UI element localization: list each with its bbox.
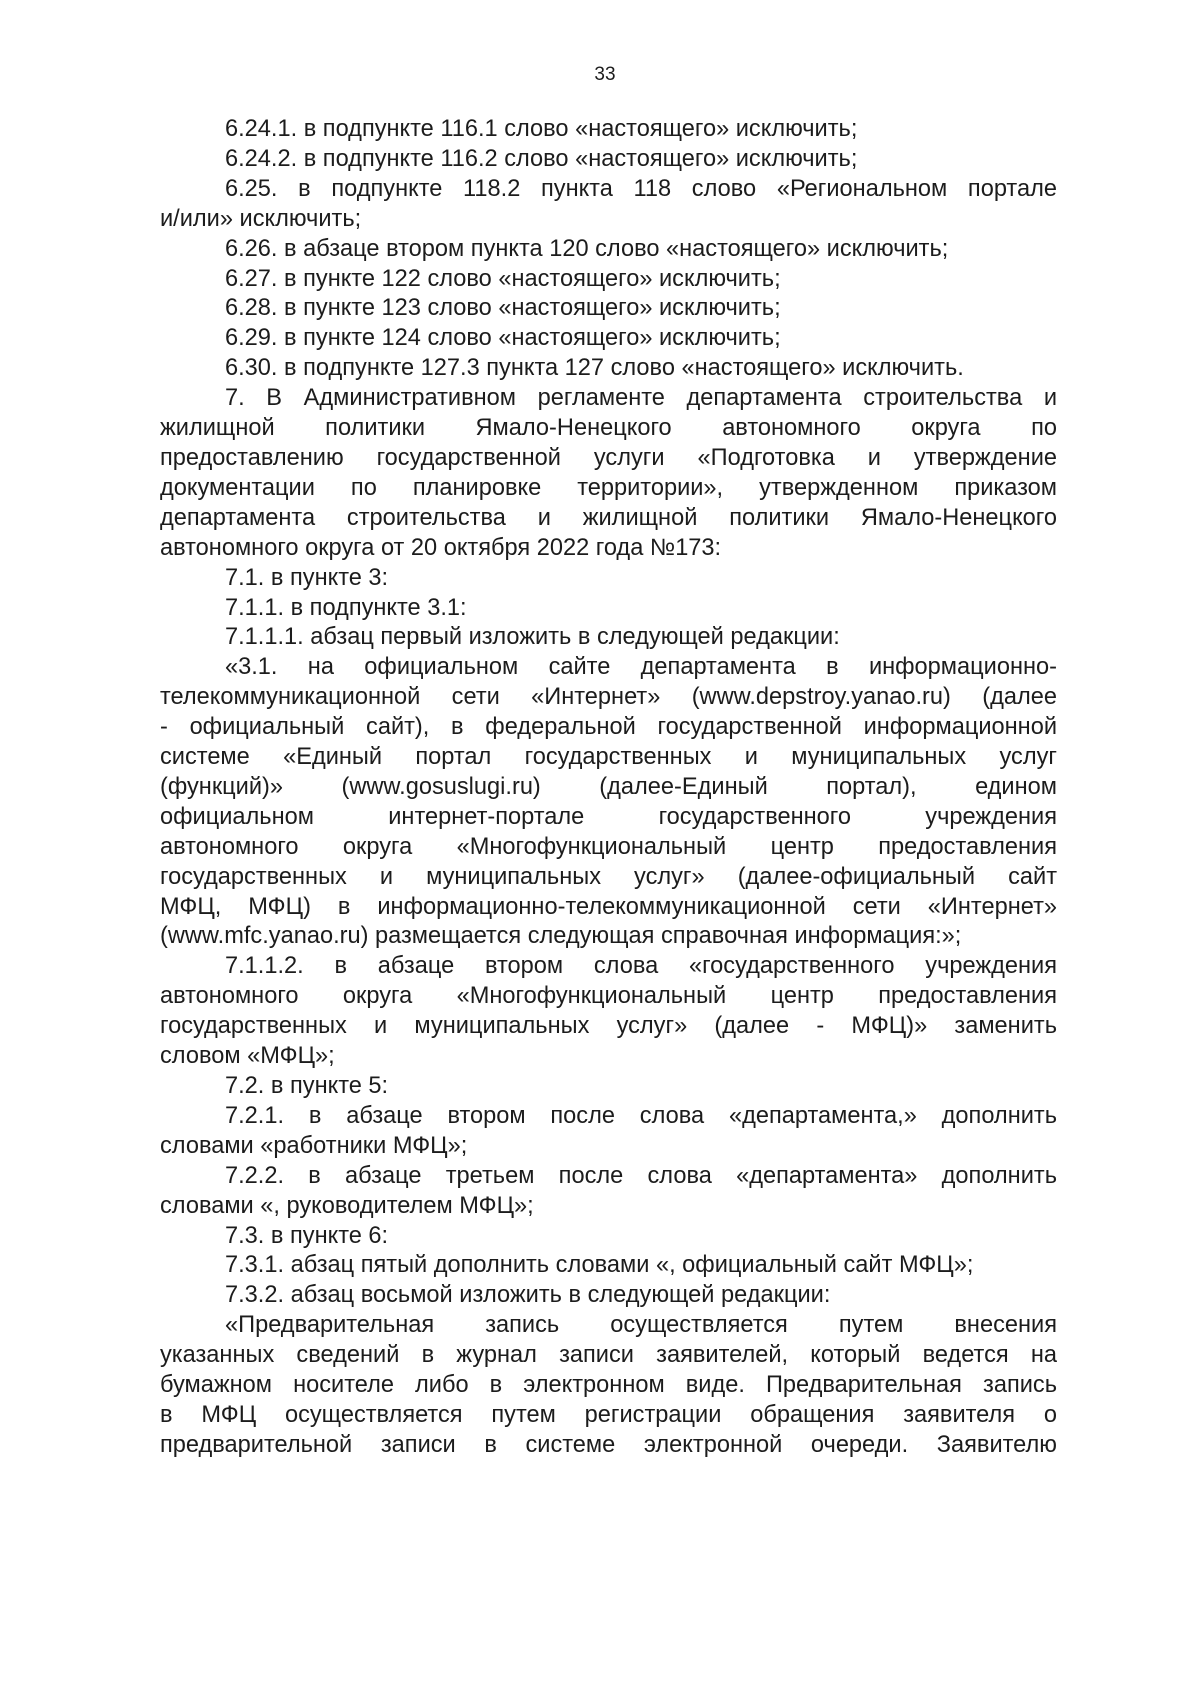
text-line: 7.1.1.1. абзац первый изложить в следующей редакции:: [225, 624, 840, 651]
text-line: 6.27. в пункте 122 слово «настоящего» исключить;: [225, 265, 781, 292]
text-line: - официальный сайт), в федеральной государственной информационной: [160, 714, 1057, 741]
text-line: 6.28. в пункте 123 слово «настоящего» исключить;: [225, 295, 781, 322]
text-line: жилищной политики Ямало-Ненецкого автономного округа по: [160, 415, 1057, 442]
text-line: 7.2. в пункте 5:: [225, 1073, 389, 1099]
paragraph: [160, 594, 1057, 624]
paragraph: [160, 1102, 1057, 1162]
text-line: официальном интернет-портале государственного учреждения: [160, 803, 1057, 830]
paragraph: [160, 1251, 1057, 1281]
paragraph: [160, 115, 1057, 145]
text-line: документации по планировке территории», утвержденном приказом: [160, 474, 1057, 501]
paragraph: [160, 623, 1057, 653]
text-line: 6.24.1. в подпункте 116.1 слово «настоящего» исключить;: [225, 116, 858, 142]
paragraph: [160, 952, 1057, 1072]
paragraph: [160, 324, 1057, 354]
text-line: и/или» исключить;: [160, 205, 362, 232]
text-line: предоставлению государственной услуги «Подготовка и утверждение: [160, 444, 1057, 471]
text-line: 7.3.2. абзац восьмой изложить в следующей редакции:: [225, 1282, 831, 1309]
text-line: предварительной записи в системе электронной очереди. Заявителю: [160, 1431, 1057, 1458]
text-line: государственных и муниципальных услуг» (далее - МФЦ)» заменить: [160, 1013, 1057, 1040]
paragraph: [160, 1281, 1057, 1311]
text-line: словами «работники МФЦ»;: [160, 1132, 468, 1159]
text-line: МФЦ, МФЦ) в информационно-телекоммуникационной сети «Интернет»: [160, 893, 1057, 920]
paragraph: [160, 1311, 1057, 1461]
text-line: 7.3. в пункте 6:: [225, 1222, 389, 1249]
text-line: государственных и муниципальных услуг» (далее-официальный сайт: [160, 863, 1057, 890]
text-line: 7.2.2. в абзаце третьем после слова «департамента» дополнить: [225, 1162, 1057, 1189]
text-line: в МФЦ осуществляется путем регистрации обращения заявителя о: [160, 1401, 1057, 1428]
text-line: 6.29. в пункте 124 слово «настоящего» исключить;: [225, 325, 781, 352]
text-line: «3.1. на официальном сайте департамента в информационно-: [225, 654, 1057, 681]
paragraph: [160, 265, 1057, 295]
paragraph: [160, 1222, 1057, 1252]
text-line: (функций)» (www.gosuslugi.ru) (далее-Единый портал), едином: [160, 773, 1057, 800]
paragraph: [160, 1162, 1057, 1222]
paragraph: [160, 175, 1057, 235]
text-line: (www.mfc.yanao.ru) размещается следующая справочная информация:»;: [160, 923, 962, 950]
text-line: 6.26. в абзаце втором пункта 120 слово «настоящего» исключить;: [225, 235, 949, 262]
text-line: бумажном носителе либо в электронном виде. Предварительная запись: [160, 1372, 1057, 1399]
page-number: 33: [594, 64, 616, 85]
text-line: словом «МФЦ»;: [160, 1043, 335, 1070]
text-line: автономного округа от 20 октября 2022 года №173:: [160, 534, 722, 561]
text-line: системе «Единый портал государственных и муниципальных услуг: [160, 744, 1057, 771]
text-line: 7.2.1. в абзаце втором после слова «департамента,» дополнить: [225, 1102, 1057, 1129]
paragraph: [160, 294, 1057, 324]
text-line: телекоммуникационной сети «Интернет» (www.depstroy.yanao.ru) (далее: [160, 684, 1057, 711]
paragraph: [160, 564, 1057, 594]
text-line: 7.1. в пункте 3:: [225, 564, 389, 591]
text-line: указанных сведений в журнал записи заявителей, который ведется на: [160, 1342, 1057, 1369]
paragraph: [160, 354, 1057, 384]
text-line: «Предварительная запись осуществляется путем внесения: [225, 1312, 1057, 1339]
paragraph: [160, 145, 1057, 175]
text-line: автономного округа «Многофункциональный центр предоставления: [160, 833, 1057, 860]
text-line: 7.1.1.2. в абзаце втором слова «государственного учреждения: [225, 953, 1057, 980]
paragraph: [160, 653, 1057, 952]
text-line: департамента строительства и жилищной политики Ямало-Ненецкого: [160, 504, 1057, 531]
text-line: 7. В Административном регламенте департамента строительства и: [225, 385, 1057, 412]
text-line: 6.24.2. в подпункте 116.2 слово «настоящего» исключить;: [225, 145, 858, 172]
text-line: 7.1.1. в подпункте 3.1:: [225, 594, 467, 621]
paragraph: [160, 235, 1057, 265]
text-line: 6.25. в подпункте 118.2 пункта 118 слово «Региональном портале: [225, 175, 1057, 202]
document-body: [160, 115, 1057, 1461]
paragraph: [160, 1072, 1057, 1102]
text-line: автономного округа «Многофункциональный центр предоставления: [160, 983, 1057, 1010]
text-line: 6.30. в подпункте 127.3 пункта 127 слово «настоящего» исключить.: [225, 355, 964, 382]
text-line: 7.3.1. абзац пятый дополнить словами «, официальный сайт МФЦ»;: [225, 1252, 974, 1279]
text-line: словами «, руководителем МФЦ»;: [160, 1192, 534, 1219]
paragraph: [160, 384, 1057, 563]
